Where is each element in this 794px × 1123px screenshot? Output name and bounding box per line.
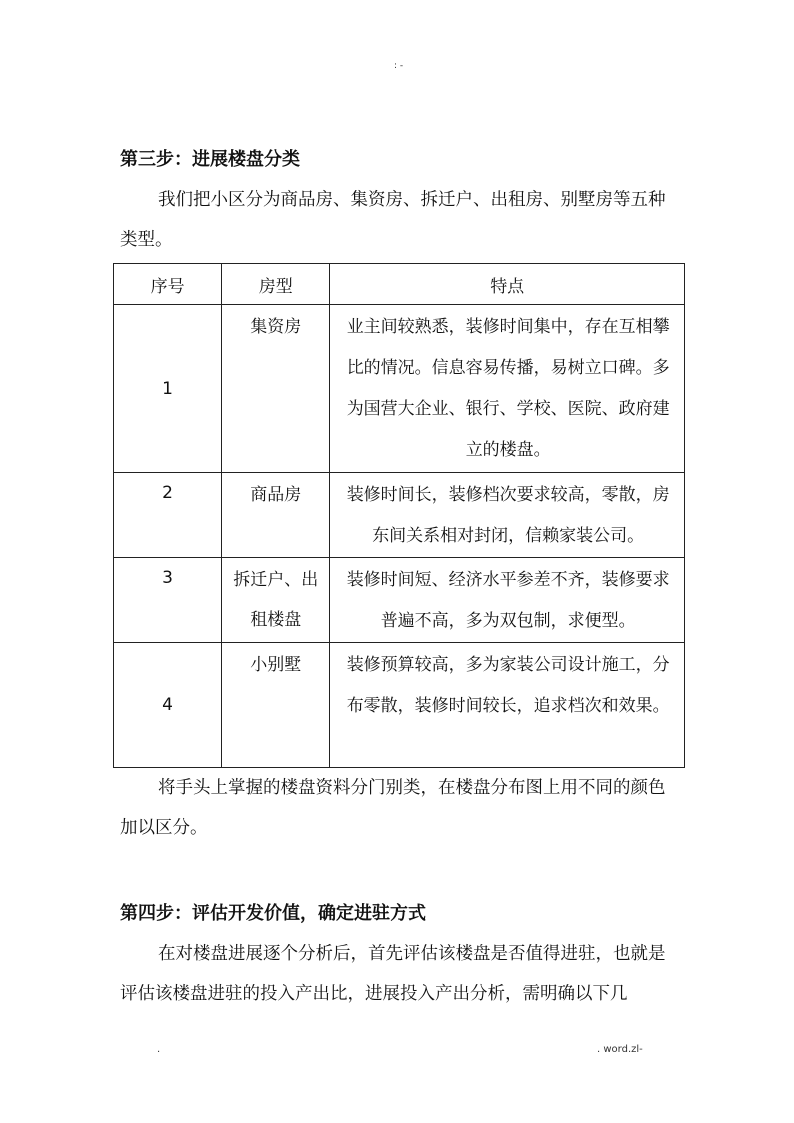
- row-type: 集资房: [222, 305, 330, 473]
- table-row: [114, 643, 685, 768]
- row-type: 小别墅: [222, 643, 330, 768]
- footer-left-mark: .: [157, 1044, 161, 1055]
- section-4-intro: [120, 934, 680, 1014]
- column-header-type: 房型: [222, 264, 330, 305]
- building-type-table: [113, 263, 685, 768]
- page-header-mark: : -: [394, 61, 404, 71]
- column-header-number: 序号: [114, 264, 222, 305]
- row-number: 4: [114, 643, 222, 768]
- footer-right-mark: . word.zl-: [597, 1044, 643, 1055]
- section-heading-step-3: 第三步：进展楼盘分类: [120, 149, 300, 170]
- row-feature: 装修预算较高，多为家装公司设计施工，分布零散，装修时间较长，追求档次和效果。: [330, 643, 685, 768]
- row-type: 拆迁户、出租楼盘: [222, 558, 330, 643]
- row-feature: 装修时间短、经济水平参差不齐，装修要求普遍不高，多为双包制，求便型。: [330, 558, 685, 643]
- after-table-text: 将手头上掌握的楼盘资料分门别类，在楼盘分布图上用不同的颜色加以区分。: [120, 778, 666, 838]
- after-table-paragraph: [120, 768, 680, 848]
- table-row: [114, 305, 685, 473]
- table-row: [114, 558, 685, 643]
- row-feature: 装修时间长，装修档次要求较高，零散，房东间关系相对封闭，信赖家装公司。: [330, 473, 685, 558]
- row-number: 3: [114, 558, 222, 643]
- row-feature: 业主间较熟悉，装修时间集中，存在互相攀比的情况。信息容易传播，易树立口碑。多为国营大企业、银行、学校、医院、政府建立的楼盘。: [330, 305, 685, 473]
- section-heading-step-4: 第四步：评估开发价值，确定进驻方式: [120, 903, 426, 924]
- table-header-row: [114, 264, 685, 305]
- section-3-intro-text: 我们把小区分为商品房、集资房、拆迁户、出租房、别墅房等五种类型。: [120, 190, 666, 250]
- row-type: 商品房: [222, 473, 330, 558]
- row-number: 2: [114, 473, 222, 558]
- section-3-intro: [120, 180, 680, 260]
- row-number: 1: [114, 305, 222, 473]
- column-header-feature: 特点: [330, 264, 685, 305]
- table-row: [114, 473, 685, 558]
- section-4-intro-text: 在对楼盘进展逐个分析后，首先评估该楼盘是否值得进驻，也就是评估该楼盘进驻的投入产出比，进展投入产出分析，需明确以下几: [120, 944, 666, 1004]
